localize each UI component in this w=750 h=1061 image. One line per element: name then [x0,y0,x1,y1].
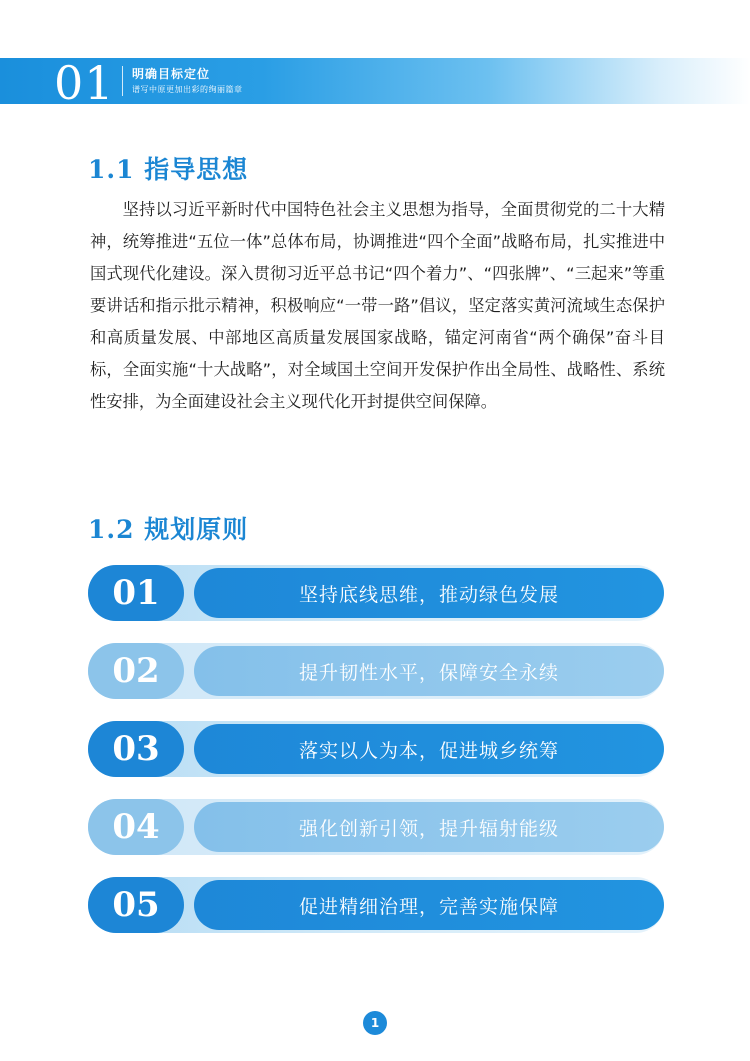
guiding-ideology-paragraph: 坚持以习近平新时代中国特色社会主义思想为指导，全面贯彻党的二十大精神，统筹推进“五位一体”总体布局，协调推进“四个全面”战略布局，扎实推进中国式现代化建设。深入贯彻习近平总书记“四个着力”、“四张牌”、“三起来”等重要讲话和指示批示精神，积极响应“一带一路”倡议，坚定落实黄河流域生态保护和高质量发展、中部地区高质量发展国家战略，锚定河南省“两个确保”奋斗目标，全面实施“十大战略”，对全域国土空间开发保护作出全局性、战略性、系统性安排，为全面建设社会主义现代化开封提供空间保障。 [90,200,665,411]
principle-number: 04 [88,799,184,855]
principle-item [88,565,664,621]
chapter-subtitle: 谱写中原更加出彩的绚丽篇章 [132,85,243,94]
principle-item [88,799,664,855]
principle-text: 落实以人为本，促进城乡统筹 [194,724,664,774]
principles-list [88,565,664,955]
section-heading-planning-principles: 1.2 规划原则 [88,515,249,544]
principle-item [88,721,664,777]
principle-text: 强化创新引领，提升辐射能级 [194,802,664,852]
principle-number: 02 [88,643,184,699]
chapter-header-banner [0,56,750,110]
principle-number: 01 [88,565,184,621]
section-heading-guiding-ideology: 1.1 指导思想 [88,155,249,184]
chapter-number: 01 [54,56,115,110]
principle-number: 03 [88,721,184,777]
chapter-title: 明确目标定位 [132,67,211,81]
principle-item [88,643,664,699]
header-divider [122,66,123,96]
principle-number: 05 [88,877,184,933]
principle-text: 促进精细治理，完善实施保障 [194,880,664,930]
principle-item [88,877,664,933]
page-number-badge: 1 [363,1011,387,1035]
principle-text: 坚持底线思维，推动绿色发展 [194,568,664,618]
principle-text: 提升韧性水平，保障安全永续 [194,646,664,696]
